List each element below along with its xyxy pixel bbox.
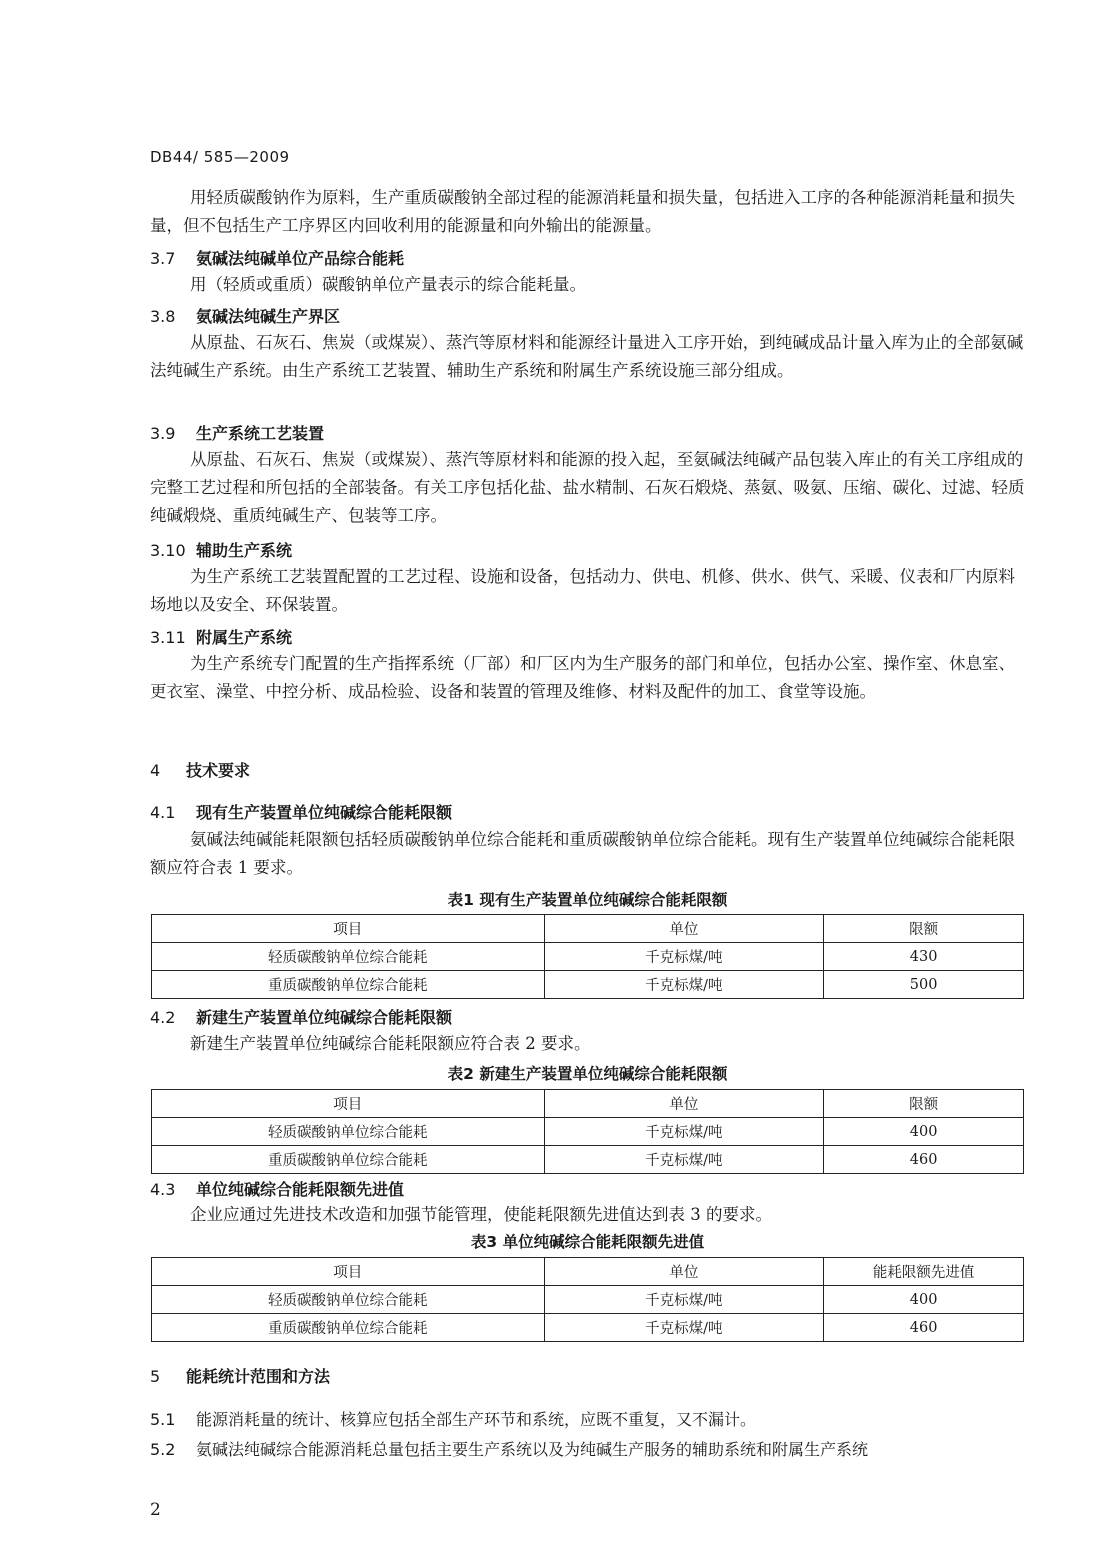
table-3: [151, 1257, 1024, 1342]
table-1: [151, 914, 1024, 999]
section-4-1-text: 氨碱法纯碱能耗限额包括轻质碳酸钠单位综合能耗和重质碳酸钠单位综合能耗。现有生产装置单位纯碱综合能耗限额应符合表 1 要求。: [150, 830, 1015, 877]
section-3-10-text: 为生产系统工艺装置配置的工艺过程、设施和设备，包括动力、供电、机修、供水、供气、采暖、仪表和厂内原料场地以及安全、环保装置。: [150, 567, 1015, 614]
table-2: [151, 1089, 1024, 1174]
table-cell: 400: [824, 1118, 1024, 1146]
section-title: 技术要求: [186, 761, 251, 780]
section-number: 5.2: [150, 1440, 176, 1459]
section-3-11-text: 为生产系统专门配置的生产指挥系统（厂部）和厂区内为生产服务的部门和单位，包括办公室、操作室、休息室、更衣室、澡堂、中控分析、成品检验、设备和装置的管理及维修、材料及配件的加工、食堂等设施。: [150, 654, 1015, 701]
table-header-cell: 限额: [824, 1090, 1024, 1118]
section-3-8-heading: [150, 304, 340, 327]
table-cell: 460: [824, 1314, 1024, 1342]
table-cell: 重质碳酸钠单位综合能耗: [152, 1146, 545, 1174]
table-3-caption: 表3 单位纯碱综合能耗限额先进值: [470, 1233, 705, 1251]
section-title: 单位纯碱综合能耗限额先进值: [196, 1180, 405, 1199]
table-cell: 轻质碳酸钠单位综合能耗: [152, 1118, 545, 1146]
section-text: 能源消耗量的统计、核算应包括全部生产环节和系统，应既不重复，又不漏计。: [196, 1410, 757, 1429]
table-row: [152, 1314, 1024, 1342]
section-3-9-heading: [150, 421, 324, 444]
section-number: 3.7: [150, 249, 176, 268]
section-text: 氨碱法纯碱综合能源消耗总量包括主要生产系统以及为纯碱生产服务的辅助系统和附属生产系统: [196, 1440, 869, 1459]
table-cell: 轻质碳酸钠单位综合能耗: [152, 1286, 545, 1314]
section-3-8-text: 从原盐、石灰石、焦炭（或煤炭）、蒸汽等原材料和能源经计量进入工序开始，到纯碱成品计量入库为止的全部氨碱法纯碱生产系统。由生产系统工艺装置、辅助生产系统和附属生产系统设施三部分组成。: [150, 333, 1024, 380]
section-number: 4.3: [150, 1180, 176, 1199]
table-header-cell: 项目: [152, 1090, 545, 1118]
table-2-caption: 表2 新建生产装置单位纯碱综合能耗限额: [447, 1065, 728, 1083]
table-cell: 重质碳酸钠单位综合能耗: [152, 1314, 545, 1342]
intro-paragraph: 用轻质碳酸钠作为原料，生产重质碳酸钠全部过程的能源消耗量和损失量，包括进入工序的各种能源消耗量和损失量，但不包括生产工序界区内回收利用的能源量和向外输出的能源量。: [150, 188, 1015, 235]
table-cell: 千克标煤/吨: [544, 1118, 824, 1146]
table-row: [152, 1286, 1024, 1314]
section-4-heading: [150, 758, 250, 781]
table-row: [152, 943, 1024, 971]
section-number: 5.1: [150, 1410, 176, 1429]
table-header-cell: 单位: [544, 1258, 824, 1286]
section-3-7-text: 用（轻质或重质）碳酸钠单位产量表示的综合能耗量。: [190, 275, 586, 294]
section-title: 现有生产装置单位纯碱综合能耗限额: [196, 803, 453, 822]
table-header-cell: 项目: [152, 915, 545, 943]
page-number: 2: [150, 1500, 161, 1520]
section-title: 附属生产系统: [196, 628, 293, 647]
table-header-cell: 单位: [544, 1090, 824, 1118]
section-4-3-heading: [150, 1177, 404, 1200]
table-cell: 重质碳酸钠单位综合能耗: [152, 971, 545, 999]
section-title: 能耗统计范围和方法: [186, 1367, 331, 1386]
section-number: 4: [150, 761, 161, 780]
document-id: DB44/ 585—2009: [150, 148, 290, 166]
table-cell: 千克标煤/吨: [544, 1286, 824, 1314]
section-3-9-text: 从原盐、石灰石、焦炭（或煤炭）、蒸汽等原材料和能源的投入起，至氨碱法纯碱产品包装入库止的有关工序组成的完整工艺过程和所包括的全部装备。有关工序包括化盐、盐水精制、石灰石煅烧、蒸氨、吸氨、压缩、碳化、过滤、轻质纯碱煅烧、重质纯碱生产、包装等工序。: [150, 450, 1025, 525]
table-cell: 400: [824, 1286, 1024, 1314]
table-cell: 千克标煤/吨: [544, 1146, 824, 1174]
table-cell: 460: [824, 1146, 1024, 1174]
section-title: 新建生产装置单位纯碱综合能耗限额: [196, 1008, 453, 1027]
section-3-7-heading: [150, 246, 404, 269]
table-cell: 430: [824, 943, 1024, 971]
table-row: [152, 971, 1024, 999]
table-1-caption: 表1 现有生产装置单位纯碱综合能耗限额: [447, 891, 728, 909]
section-4-2-heading: [150, 1005, 452, 1028]
section-4-3-text: 企业应通过先进技术改造和加强节能管理，使能耗限额先进值达到表 3 的要求。: [190, 1205, 772, 1224]
section-title: 氨碱法纯碱生产界区: [196, 307, 341, 326]
table-header-cell: 限额: [824, 915, 1024, 943]
section-number: 4.1: [150, 803, 176, 822]
table-cell: 千克标煤/吨: [544, 971, 824, 999]
table-row: [152, 1118, 1024, 1146]
section-number: 3.9: [150, 424, 176, 443]
section-3-11-heading: [150, 625, 292, 648]
section-4-2-text: 新建生产装置单位纯碱综合能耗限额应符合表 2 要求。: [190, 1034, 591, 1053]
section-5-1: [150, 1407, 756, 1430]
table-row: [152, 1146, 1024, 1174]
section-number: 3.10: [150, 541, 186, 560]
table-header-row: [152, 1258, 1024, 1286]
table-cell: 500: [824, 971, 1024, 999]
section-number: 5: [150, 1367, 161, 1386]
table-header-row: [152, 1090, 1024, 1118]
section-title: 生产系统工艺装置: [196, 424, 325, 443]
section-5-heading: [150, 1364, 330, 1387]
table-cell: 千克标煤/吨: [544, 1314, 824, 1342]
section-3-10-heading: [150, 538, 292, 561]
table-cell: 千克标煤/吨: [544, 943, 824, 971]
section-title: 辅助生产系统: [196, 541, 293, 560]
table-header-cell: 能耗限额先进值: [824, 1258, 1024, 1286]
table-header-cell: 单位: [544, 915, 824, 943]
section-number: 3.11: [150, 628, 186, 647]
table-cell: 轻质碳酸钠单位综合能耗: [152, 943, 545, 971]
section-title: 氨碱法纯碱单位产品综合能耗: [196, 249, 405, 268]
section-5-2: [150, 1437, 868, 1460]
section-4-1-heading: [150, 800, 452, 823]
section-number: 4.2: [150, 1008, 176, 1027]
table-header-cell: 项目: [152, 1258, 545, 1286]
table-header-row: [152, 915, 1024, 943]
section-number: 3.8: [150, 307, 176, 326]
